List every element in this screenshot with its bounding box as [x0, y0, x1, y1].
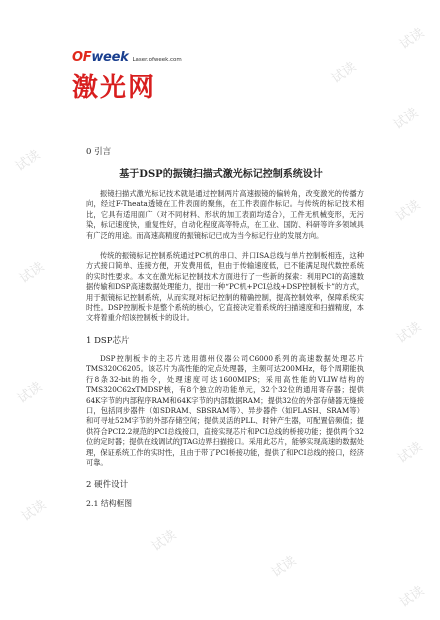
watermark: 试读	[19, 497, 50, 525]
article-body	[86, 145, 364, 509]
watermark: 试读	[395, 439, 426, 467]
paragraph: 振镜扫描式激光标记技术就是通过控制两片高速振镜的偏转角，改变激光的传播方向，经过F-Theata透镜在工件表面的聚焦，在工件表面作标记。与传统的标记技术相比，它具有适用面广（对不同材料、形状的加工表面均适合），工件无机械变形，无污染，标记速度快，重复性好，自动化程度高等特点，在工业、国防、科研等许多领域具有广泛的用途。而高速高精度的振镜标记已成为当今标记行业的发展方向。	[86, 189, 364, 240]
watermark: 试读	[149, 527, 180, 555]
section-heading-hardware: 2 硬件设计	[86, 480, 129, 491]
paragraph: 传统的振镜标记控制系统通过PC机的串口、并口ISA总线与单片控制板相连，这种方式接口简单、连接方便，开发费用低，但由于传输速度低，已不能满足现代数控系统的实时性要求。本文在激光标记控制技术方面进行了一些新的探索：利用PCI的高速数据传输和DSP高速数据处理能力，提出一种“PC机+PCI总线+DSP控制板卡”的方式，用于振镜标记控制系统，从而实现对标记控制的精确控制，提高控制效率，保障系统实时性。DSP控制板卡是整个系统的核心，它直接决定着系统的扫描速度和扫描精度，本文将着重介绍该控制板卡的设计。	[86, 251, 364, 323]
watermark: 试读	[17, 259, 48, 287]
watermark: 试读	[13, 147, 44, 175]
watermark: 试读	[269, 553, 300, 581]
paragraph: DSP控制板卡的主芯片选用德州仪器公司C6000系列的高速数据处理芯片TMS320C6205。该芯片为高性能的定点处理器，主频可达200MHz，每个周期能执行8条32-bit的指令，处理速度可达1600MIPS；采用高性能的VLIW结构的TMS320C62xTMDSP核，有8个独立的功能单元，32个32位的通用寄存器；提供64K字节的内部程序RAM和64K字节的内部数据RAM；提供32位的外部存储器无缝接口，包括同步器件（如SDRAM、SBSRAM等）、异步器件（如FLASH、SRAM等）和可寻址52M字节的外部存储空间；提供灵活的PLL、时钟产生器，可配置倍频值；提供符合PCI2.2规范的PCI总线接口，直接实现芯片和PCI总线的桥接功能；提供两个32位的定时器；提供在线调试的JTAG边界扫描接口。采用此芯片，能够实现高速的数据处理，保证系统工作的实时性，且由于带了PCI桥接功能，提供了和PCI总线的接口，经济可靠。	[86, 353, 364, 467]
watermark: 试读	[329, 59, 360, 87]
watermark: 试读	[15, 379, 46, 407]
logo-cn-name: 激光网	[72, 73, 157, 103]
ofweek-logo[interactable]	[72, 50, 192, 104]
article-title: 基于DSP的振镜扫描式激光标记控制系统设计	[119, 169, 323, 180]
section-heading-intro: 0 引言	[86, 147, 112, 157]
watermark: 试读	[394, 319, 425, 347]
watermark: 试读	[397, 583, 428, 611]
logo-url: Laser.ofweek.com	[132, 57, 182, 63]
logo-brand: OFweek	[72, 50, 129, 65]
watermark: 试读	[397, 25, 428, 53]
watermark: 试读	[391, 105, 422, 133]
watermark: 试读	[393, 197, 424, 225]
section-heading-dsp: 1 DSP芯片	[86, 335, 130, 346]
subsection-heading-block-diagram: 2.1 结构框图	[86, 499, 133, 509]
